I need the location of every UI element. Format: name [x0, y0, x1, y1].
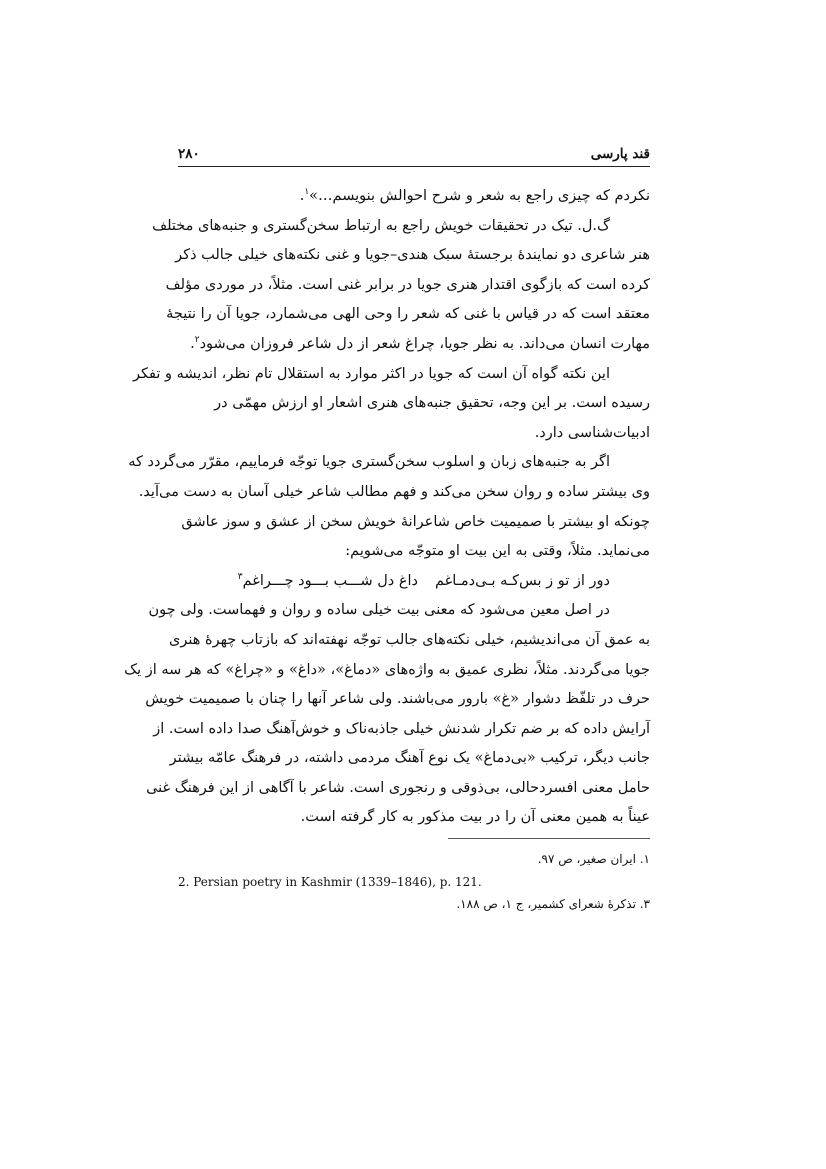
- text-line: ادبیات‌شناسی دارد.: [534, 424, 650, 441]
- text-line: حرف در تلفّظ دشوار «غ» بارور می‌باشند. ولی شاعر آنها را چنان با صمیمیت خویش: [145, 691, 650, 708]
- page-number: ۲۸۰: [178, 146, 200, 162]
- verse-hemistich-1: دور از تو ز بس‌کـه بـی‌دمـاغم: [434, 572, 610, 589]
- text-line: عیناً به همین معنی آن را در بیت مذکور به کار گرفته است.: [300, 809, 650, 826]
- footnote-ref: ۲: [194, 335, 200, 346]
- book-title: قند پارسی: [590, 146, 650, 162]
- verse-hemistich-2: داغ دل شـــب بـــود چـــراغم$^۳$: [237, 571, 418, 589]
- text-line: هنر شاعری دو نمایندهٔ برجستهٔ سبک هندی–جویا و غنی نکته‌های خیلی جالب ذکر: [175, 247, 650, 264]
- text-line: اگر به جنبه‌های زبان و اسلوب سخن‌گستری جویا توجّه فرماییم، مقرّر می‌گردد که: [128, 454, 610, 471]
- footnote-1: ۱. ایران صغیر، ص ۹۷.: [537, 852, 650, 866]
- footnote-ref: ۳: [237, 571, 243, 582]
- text-line: جویا می‌گردند. مثلاً، نظری عمیق به واژه‌های «دماغ»، «داغ» و «چراغ» که هر سه از یک: [124, 661, 650, 678]
- header-rule: [178, 166, 650, 167]
- text-line: حامل معنی افسردحالی، بی‌ذوقی و رنجوری است. شاعر با آگاهی از این فرهنگ غنی: [146, 779, 650, 796]
- text-line: می‌نماید. مثلاً، وقتی به این بیت او متوجّه می‌شویم:: [345, 543, 650, 560]
- footnote-ref: ۱: [304, 187, 310, 198]
- text-line: آرایش داده که بر ضم تکرار شدنش خیلی جاذبه‌ناک و خوش‌آهنگ صدا داده است. از: [153, 720, 650, 737]
- text-line: چونکه او بیشتر با صمیمیت خاص شاعرانهٔ خویش سخن از عشق و سوز عاشق: [181, 513, 650, 530]
- text-line: جانب دیگر، ترکیب «بی‌دماغ» یک نوع آهنگ مردمی داشته، در فرهنگ عامّه بیشتر: [169, 750, 650, 767]
- text-line: نکردم که چیزی راجع به شعر و شرح احوالش بنویسم…»$^۱$.: [299, 187, 650, 204]
- body-text: [124, 182, 650, 833]
- footnote-3: ۳. تذکرهٔ شعرای کشمیر، ج ۱، ص ۱۸۸.: [456, 897, 650, 911]
- running-header: [178, 140, 650, 166]
- text-line: معتقد است که در قیاس با غنی که شعر را وحی الهی می‌شمارد، جویا آن را نتیجهٔ: [166, 306, 650, 323]
- footnote-2: 2. Persian poetry in Kashmir (1339–1846), p. 121.: [178, 875, 482, 889]
- text-line: مهارت انسان می‌داند. به نظر جویا، چراغ شعر از دل شاعر فروزان می‌شود$^۲$.: [190, 335, 650, 352]
- text-line: وی بیشتر ساده و روان سخن می‌کند و فهم مطالب شاعر خیلی آسان به دست می‌آید.: [138, 483, 650, 500]
- text-line: در اصل معین می‌شود که معنی بیت خیلی ساده و روان و فهماست. ولی چون: [148, 602, 610, 619]
- text-line: گ.ل. تیک در تحقیقات خویش راجع به ارتباط سخن‌گستری و جنبه‌های مختلف: [152, 217, 610, 234]
- text-line: به عمق آن می‌اندیشیم، خیلی نکته‌های جالب توجّه نهفته‌اند که بازتاب چهرهٔ هنری: [169, 631, 650, 648]
- footnote-rule: [448, 838, 650, 839]
- verse-line: [178, 567, 650, 597]
- text-line: رسیده است. بر این وجه، تحقیق جنبه‌های هنری اشعار او ارزش مهمّی در: [214, 395, 650, 412]
- text-line: کرده است که بازگوی اقتدار هنری جویا در برابر غنی است. مثلاً، در موردی مؤلف: [165, 276, 650, 293]
- text-line: این نکته گواه آن است که جویا در اکثر موارد به استقلال تام نظر، اندیشه و تفکر: [133, 365, 610, 382]
